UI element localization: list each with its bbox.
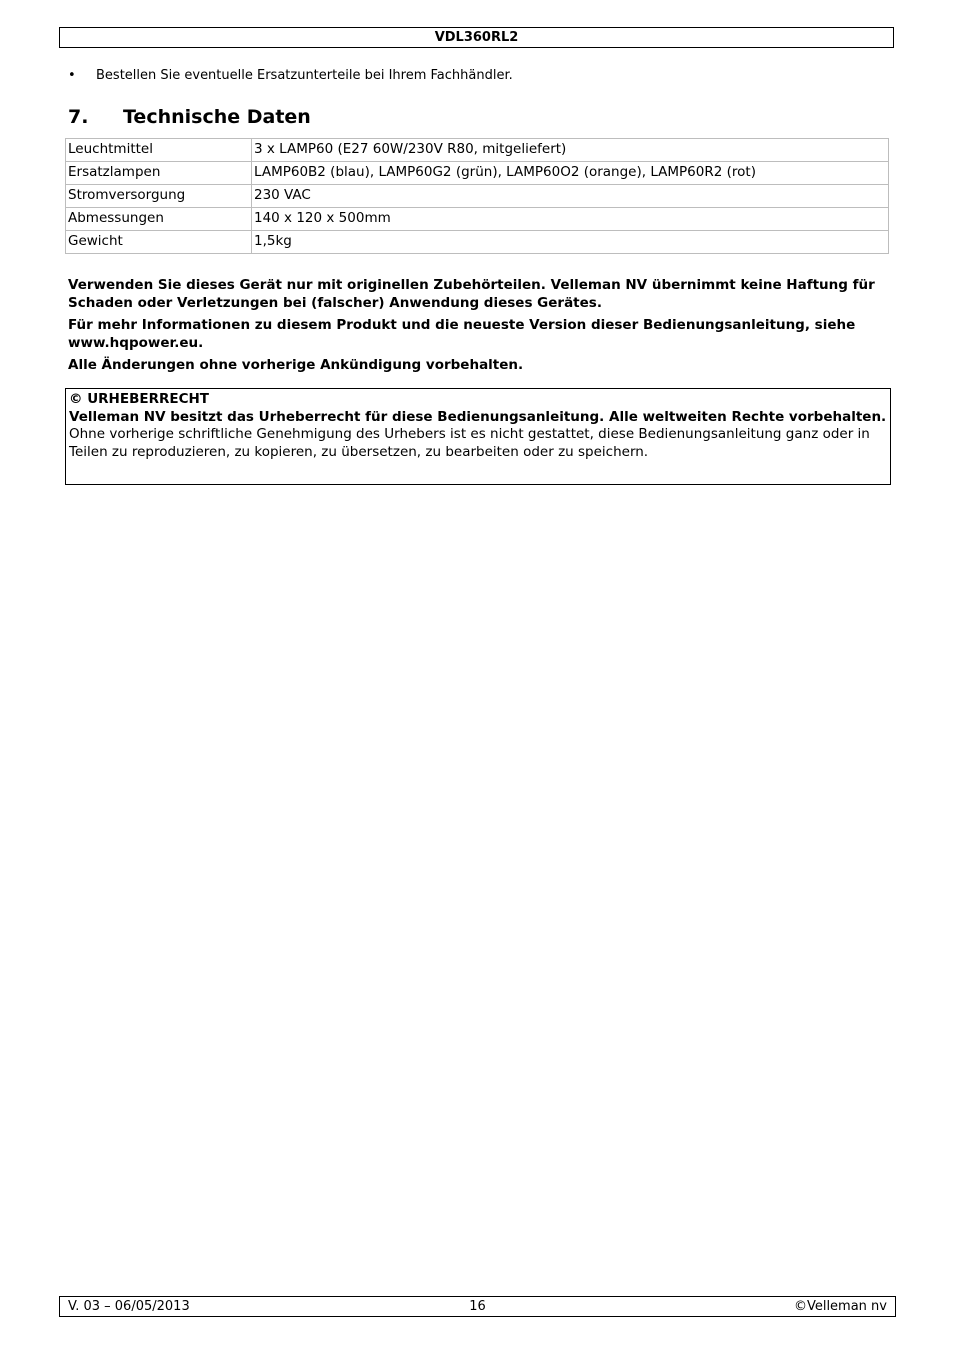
table-row	[66, 139, 889, 162]
model-name: VDL360RL2	[434, 30, 519, 45]
spec-key: Gewicht	[66, 231, 252, 254]
spec-value: 140 x 120 x 500mm	[252, 208, 889, 231]
spec-value: 1,5kg	[252, 231, 889, 254]
copyright-text: Ohne vorherige schriftliche Genehmigung des Urhebers ist es nicht gestattet, diese Bedienungsanleitung ganz oder in Teilen zu reproduzieren, zu kopieren, zu übersetzen, zu bearbeiten oder zu speichern.	[69, 426, 870, 460]
section-number: 7.	[68, 106, 89, 128]
table-row	[66, 208, 889, 231]
table-row	[66, 185, 889, 208]
bullet-icon: •	[68, 68, 76, 83]
spec-value: LAMP60B2 (blau), LAMP60G2 (grün), LAMP60O2 (orange), LAMP60R2 (rot)	[252, 162, 889, 185]
footer-company: ©Velleman nv	[793, 1299, 887, 1314]
section-heading	[68, 104, 311, 130]
spec-key: Leuchtmittel	[66, 139, 252, 162]
notes-block	[68, 277, 878, 380]
bullet-text: Bestellen Sie eventuelle Ersatzunterteile bei Ihrem Fachhändler.	[96, 68, 513, 83]
copyright-body	[69, 409, 887, 462]
footer-page-number: 16	[469, 1299, 486, 1314]
copyright-box	[65, 388, 891, 485]
spec-key: Stromversorgung	[66, 185, 252, 208]
note-accessories: Verwenden Sie dieses Gerät nur mit originellen Zubehörteilen. Velleman NV übernimmt keine Haftung für Schaden oder Verletzungen bei (falscher) Anwendung dieses Gerätes.	[68, 277, 875, 311]
page-footer	[59, 1296, 896, 1317]
section-title: Technische Daten	[123, 106, 311, 128]
spec-key: Ersatzlampen	[66, 162, 252, 185]
footer-version: V. 03 – 06/05/2013	[68, 1299, 190, 1314]
spec-table	[65, 138, 889, 254]
spec-value: 3 x LAMP60 (E27 60W/230V R80, mitgeliefert)	[252, 139, 889, 162]
copyright-bold-text: Velleman NV besitzt das Urheberrecht für diese Bedienungsanleitung. Alle weltweiten Rechte vorbehalten.	[69, 408, 887, 425]
page-header	[59, 27, 894, 48]
table-row	[66, 231, 889, 254]
spec-key: Abmessungen	[66, 208, 252, 231]
note-more-info: Für mehr Informationen zu diesem Produkt und die neueste Version dieser Bedienungsanleitung, siehe www.hqpower.eu.	[68, 317, 856, 351]
spec-value: 230 VAC	[252, 185, 889, 208]
copyright-title: © URHEBERRECHT	[69, 391, 210, 407]
table-row	[66, 162, 889, 185]
note-changes: Alle Änderungen ohne vorherige Ankündigung vorbehalten.	[68, 357, 524, 373]
